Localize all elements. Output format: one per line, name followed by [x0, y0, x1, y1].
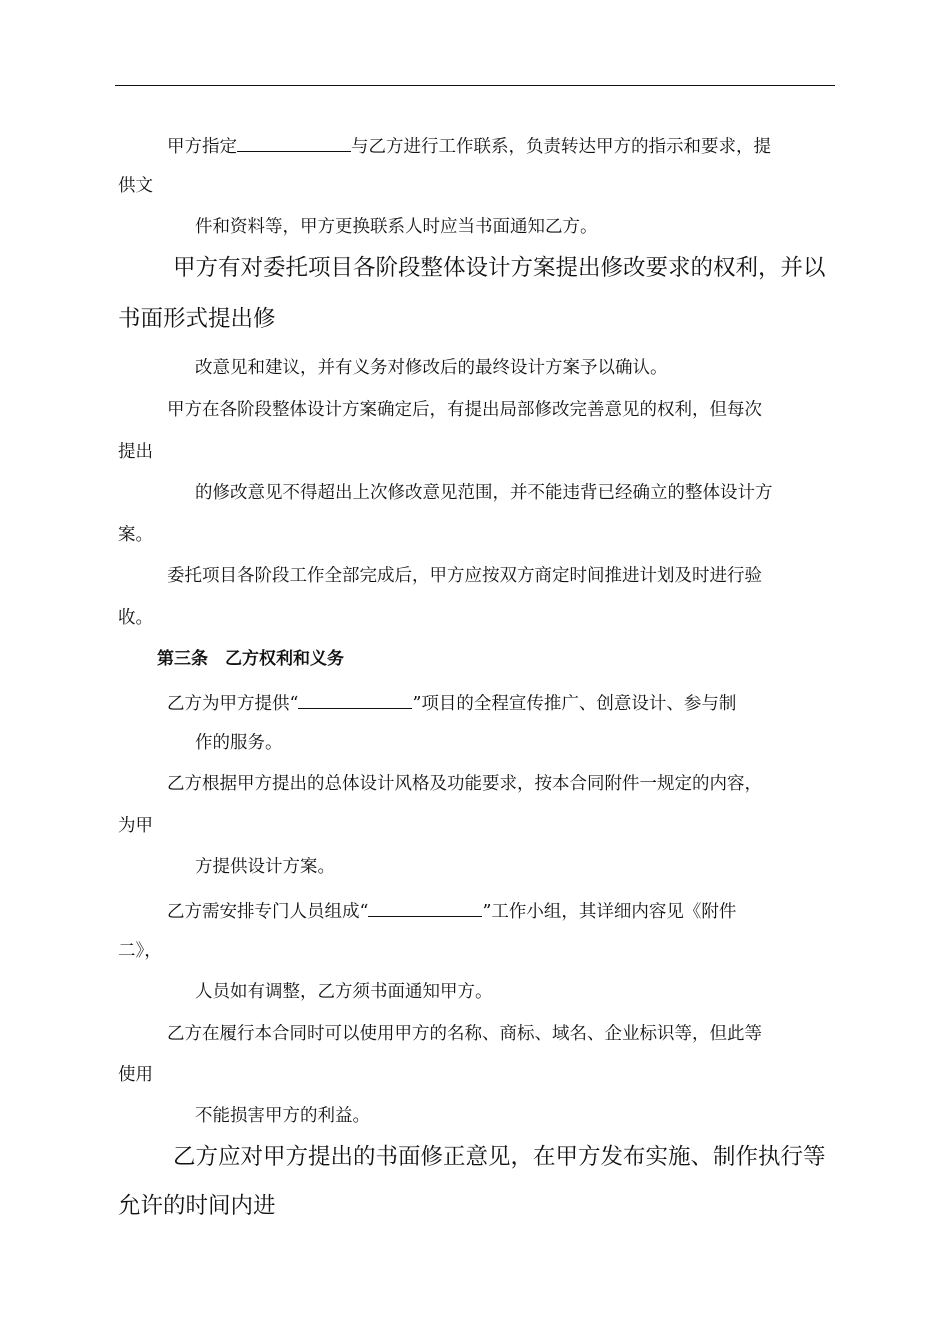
paragraph-line: 甲方有对委托项目各阶段整体设计方案提出修改要求的权利，并以	[173, 255, 826, 281]
text-segment: 与乙方进行工作联系，负责转达甲方的指示和要求，提	[351, 137, 771, 157]
paragraph-line	[167, 691, 736, 714]
paragraph-line: 委托项目各阶段工作全部完成后，甲方应按双方商定时间推进计划及时进行验	[167, 566, 762, 586]
paragraph-line: 使用	[118, 1065, 153, 1085]
paragraph-line: 供文	[118, 176, 153, 196]
paragraph-line: 书面形式提出修	[118, 306, 276, 332]
paragraph-line: 作的服务。	[195, 733, 283, 753]
text-segment: ”工作小组，其详细内容见《附件	[482, 902, 737, 922]
paragraph-line: 二》，	[118, 941, 162, 961]
paragraph-line: 允许的时间内进	[118, 1193, 276, 1219]
paragraph-line	[167, 134, 771, 157]
paragraph-line: 提出	[118, 442, 153, 462]
paragraph-line: 件和资料等，甲方更换联系人时应当书面通知乙方。	[195, 217, 598, 237]
header-rule	[115, 85, 835, 86]
paragraph-line: 不能损害甲方的利益。	[195, 1106, 370, 1126]
fill-in-blank	[237, 134, 351, 152]
paragraph-line: 为甲	[118, 816, 153, 836]
text-segment: 乙方需安排专门人员组成“	[167, 902, 369, 922]
paragraph-line: 方提供设计方案。	[195, 857, 335, 877]
paragraph-line: 收。	[118, 608, 153, 628]
section-heading: 第三条 乙方权利和义务	[157, 649, 344, 669]
fill-in-blank	[298, 691, 412, 709]
text-segment: 甲方指定	[167, 137, 237, 157]
paragraph-line: 的修改意见不得超出上次修改意见范围，并不能违背已经确立的整体设计方	[195, 483, 773, 503]
paragraph-line: 乙方根据甲方提出的总体设计风格及功能要求，按本合同附件一规定的内容，	[167, 774, 762, 794]
paragraph-line	[167, 899, 736, 922]
text-segment: ”项目的全程宣传推广、创意设计、参与制	[412, 694, 737, 714]
paragraph-line: 甲方在各阶段整体设计方案确定后，有提出局部修改完善意见的权利，但每次	[167, 400, 762, 420]
paragraph-line: 乙方应对甲方提出的书面修正意见，在甲方发布实施、制作执行等	[173, 1144, 826, 1170]
paragraph-line: 人员如有调整，乙方须书面通知甲方。	[195, 982, 493, 1002]
paragraph-line: 改意见和建议，并有义务对修改后的最终设计方案予以确认。	[195, 358, 668, 378]
fill-in-blank	[368, 899, 482, 917]
text-segment: 乙方为甲方提供“	[167, 694, 299, 714]
paragraph-line: 乙方在履行本合同时可以使用甲方的名称、商标、域名、企业标识等，但此等	[167, 1024, 762, 1044]
paragraph-line: 案。	[118, 525, 153, 545]
